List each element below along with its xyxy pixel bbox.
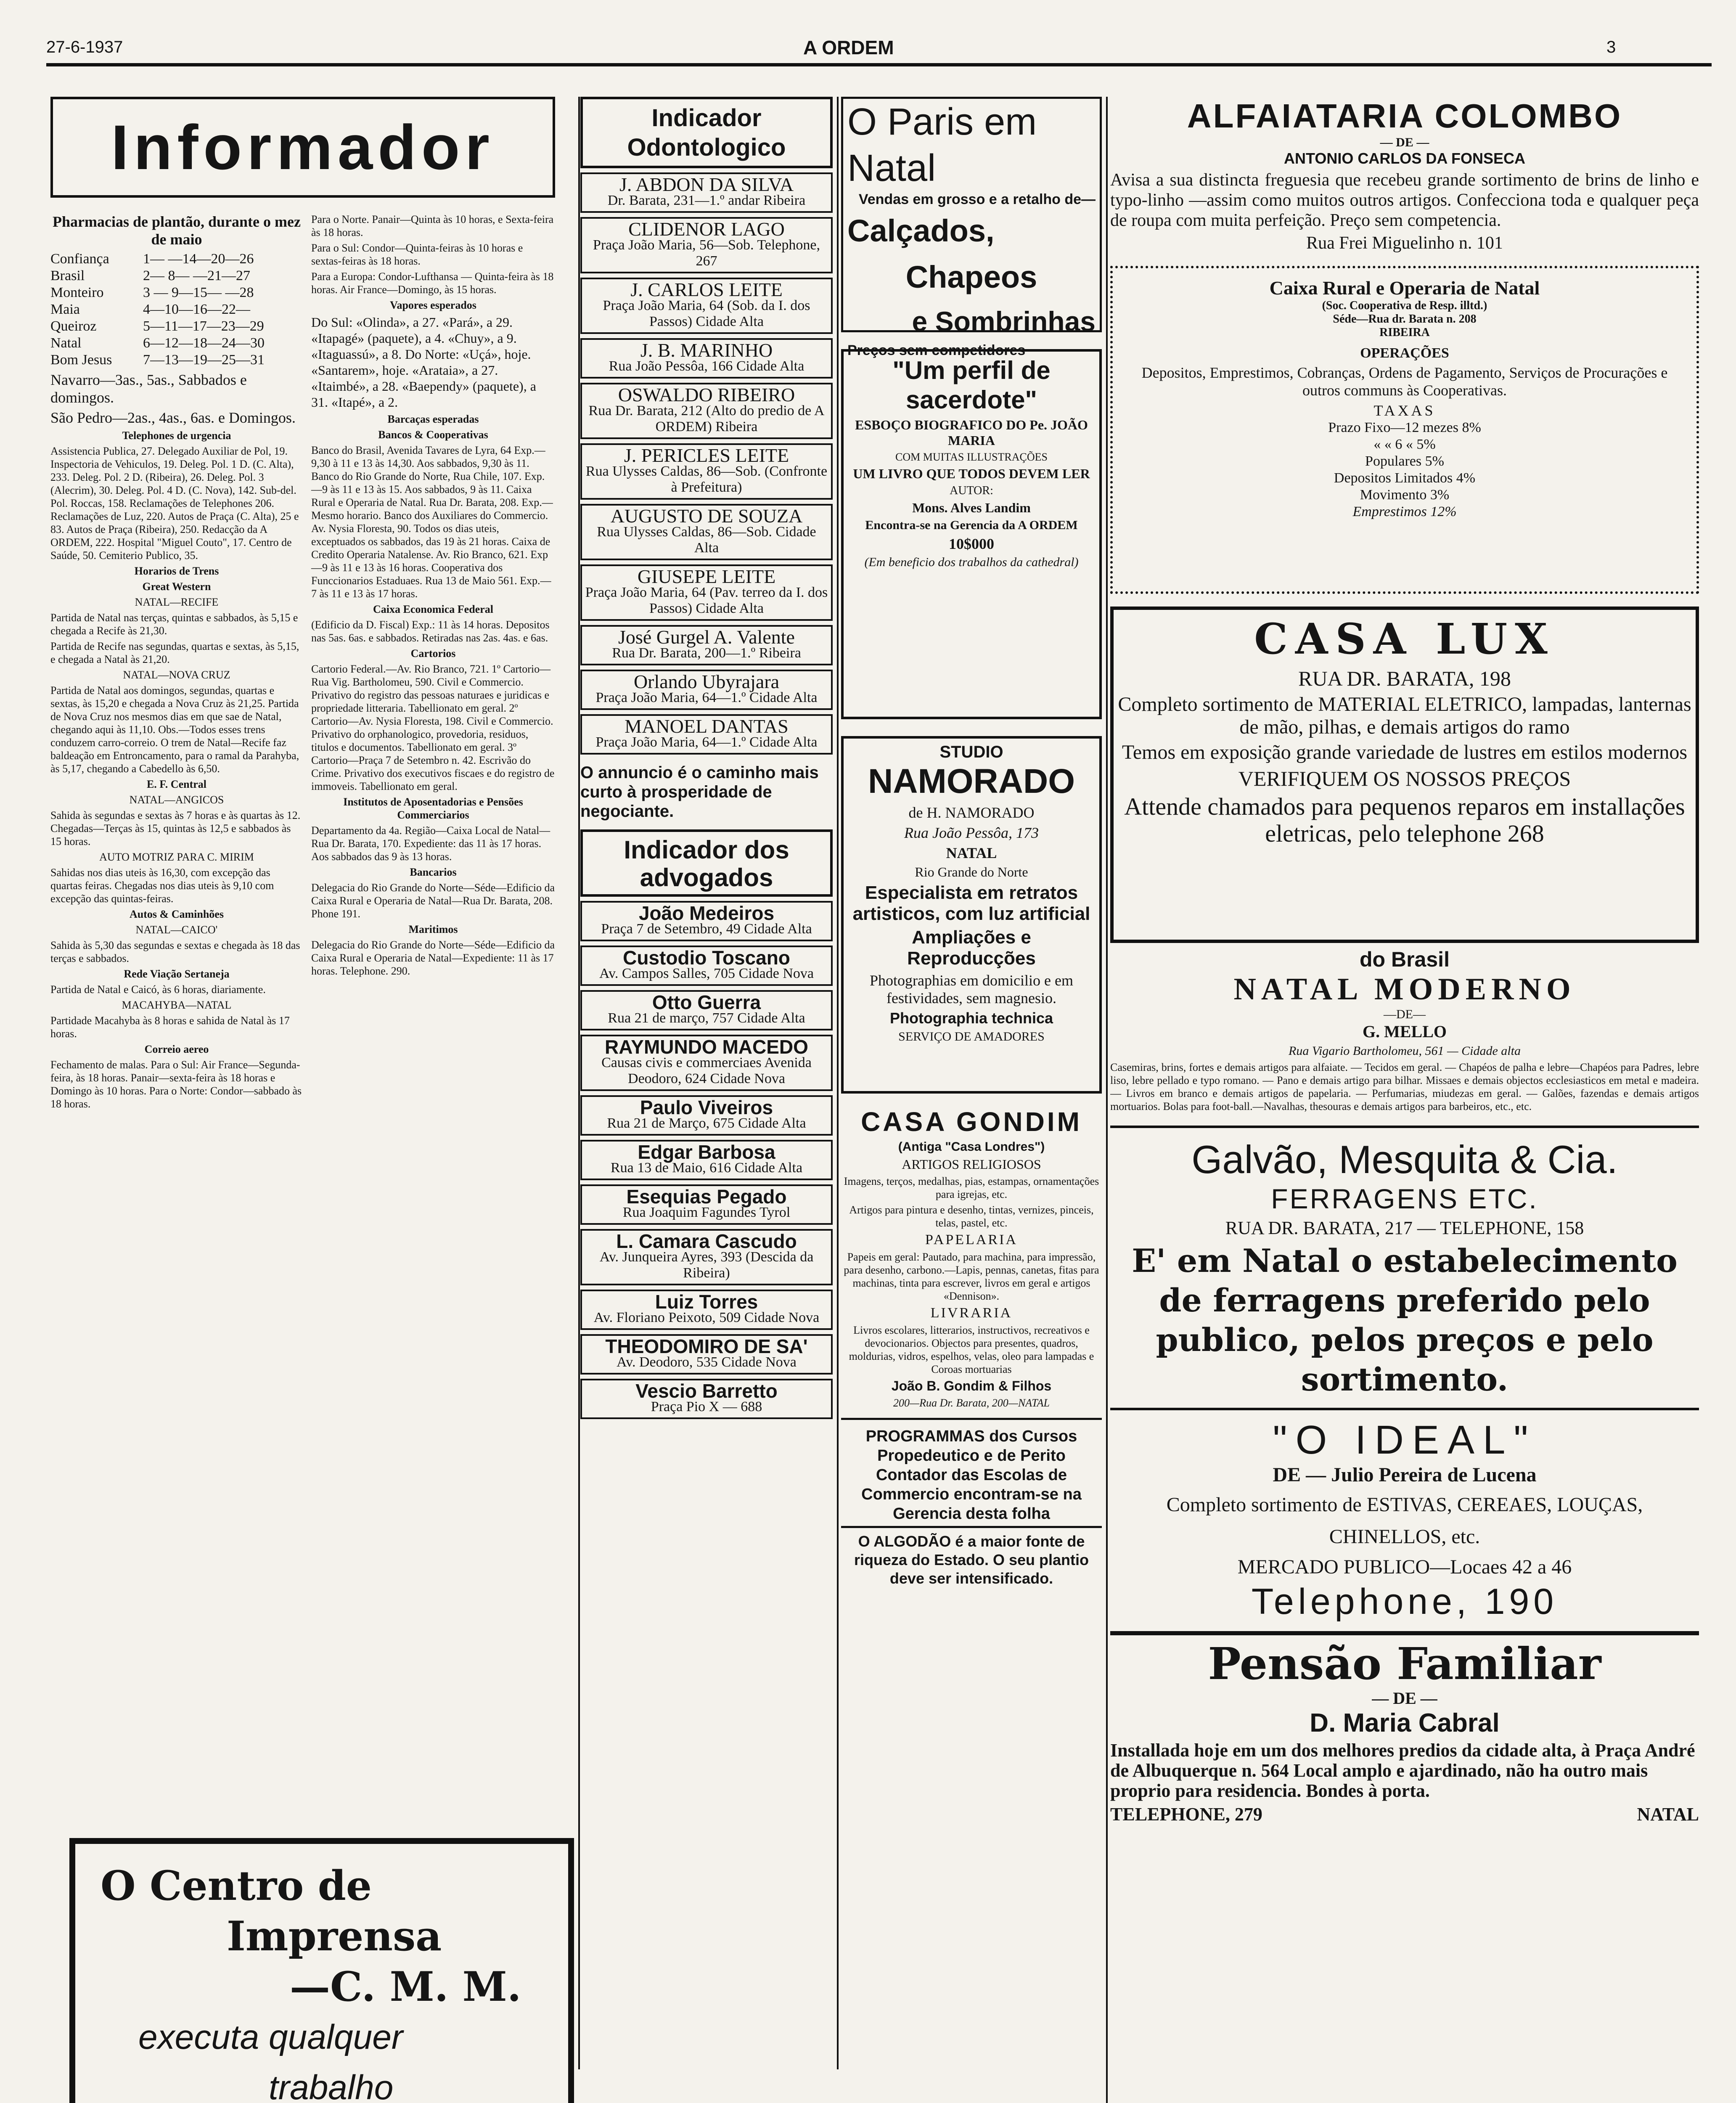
studio-photo: Photographias em domicilio e em festividades, sem magnesio. bbox=[870, 972, 1073, 1006]
dentist-entry: OSWALDO RIBEIRO Rua Dr. Barata, 212 (Alto do predio de A ORDEM) Ribeira bbox=[580, 383, 833, 439]
informador-left bbox=[50, 210, 303, 1113]
galvao-ad bbox=[1110, 1126, 1699, 1399]
natal-caico: NATAL—CAICO' bbox=[135, 924, 218, 936]
alfaiataria-owner: ANTONIO CARLOS DA FONSECA bbox=[1283, 150, 1525, 167]
casa-lux-text-4: Attende chamados para pequenos reparos em installações eletricas, pelo telephone 268 bbox=[1124, 793, 1685, 847]
dentist-entry: AUGUSTO DE SOUZA Rua Ulysses Caldas, 86—Sob. Cidade Alta bbox=[580, 504, 833, 560]
rate-row: Depositos Limitados 4% bbox=[1334, 470, 1476, 486]
perfil-beneficio: (Em beneficio dos trabalhos da cathedral) bbox=[864, 555, 1079, 569]
odonto-title: Indicador Odontologico bbox=[627, 104, 786, 161]
maritimos-text: Delegacia do Rio Grande do Norte—Séde—Edificio da Caixa Rural e Operaria de Natal—Expediente: 11 às 17 horas. Telephone. 290. bbox=[311, 939, 555, 977]
natal-moderno-de: —DE— bbox=[1384, 1007, 1426, 1021]
informador-right bbox=[311, 210, 555, 1113]
caixa-head: Caixa Economica Federal bbox=[373, 603, 493, 615]
casa-lux-title: CASA LUX bbox=[1254, 614, 1555, 664]
great-western: Great Western bbox=[142, 580, 211, 593]
studio-owner: de H. NAMORADO bbox=[908, 804, 1035, 821]
alfaiataria-text: Avisa a sua distincta freguesia que recebeu grande sortimento de brins de linho e typo-linho —assim como muitos outros artigos. Confecciona toda e qualquer peça de roupa com muita perfeição. Preço sem competencia. bbox=[1110, 170, 1699, 230]
dentist-entry: J. CARLOS LEITE Praça João Maria, 64 (Sob. da I. dos Passos) Cidade Alta bbox=[580, 278, 833, 334]
efc-head: E. F. Central bbox=[146, 778, 207, 790]
perfil-autor-label: AUTOR: bbox=[950, 484, 993, 497]
lawyer-entry: Luiz Torres Av. Floriano Peixoto, 509 Cidade Nova bbox=[580, 1290, 833, 1330]
programmas-ad bbox=[841, 1418, 1102, 1588]
alfaiataria-addr: Rua Frei Miguelinho n. 101 bbox=[1306, 233, 1503, 253]
paris-title: O Paris em Natal bbox=[847, 101, 1037, 189]
autos-head: Autos & Caminhões bbox=[130, 908, 224, 920]
informador-title-box bbox=[50, 97, 555, 198]
pensao-title: Pensão Familiar bbox=[1208, 1638, 1601, 1690]
lawyer-entry: Edgar Barbosa Rua 13 de Maio, 616 Cidade Alta bbox=[580, 1140, 833, 1180]
nc-text: Sahida às 5,30 das segundas e sextas e chegada às 18 das terças e sabbados. bbox=[50, 939, 300, 964]
paris-precos: Preços sem competidores bbox=[847, 342, 1026, 358]
annuncio-slogan: O annuncio é o caminho mais curto à prosperidade de negociante. bbox=[580, 763, 819, 821]
dentist-entry: J. B. MARINHO Rua João Pessôa, 166 Cidade Alta bbox=[580, 338, 833, 379]
paris-ad bbox=[841, 97, 1102, 358]
dentist-entry: GIUSEPE LEITE Praça João Maria, 64 (Pav. terreo da I. dos Passos) Cidade Alta bbox=[580, 564, 833, 621]
pharm-row: Monteiro 3 — 9—15— —28 bbox=[50, 285, 254, 300]
pharm-note: Navarro—3as., 5as., Sabbados e domingos. bbox=[50, 371, 247, 406]
informador-column bbox=[50, 97, 576, 1813]
pharm-row: Bom Jesus 7—13—19—25—31 bbox=[50, 352, 265, 368]
caixa-rural-ad bbox=[1110, 266, 1699, 594]
advogados-title: Indicador dos advogados bbox=[624, 836, 789, 892]
studio-label: STUDIO bbox=[939, 743, 1003, 761]
casa-lux-text-1: Completo sortimento de MATERIAL ELETRICO, lampadas, lanternas de mão, pilhas, e demais artigos do ramo bbox=[1118, 693, 1691, 738]
pharm-row: Queiroz 5—11—17—23—29 bbox=[50, 318, 264, 334]
casa-lux-text-2: Temos em exposição grande variedade de lustres em estilos modernos bbox=[1122, 741, 1688, 763]
column-rule bbox=[578, 97, 580, 2069]
perfil-sub: ESBOÇO BIOGRAFICO DO Pe. JOÃO MARIA bbox=[855, 417, 1088, 448]
gondim-owner: João B. Gondim & Filhos bbox=[891, 1378, 1052, 1393]
ideal-tel: Telephone, 190 bbox=[1251, 1581, 1558, 1622]
gondim-text-3: Papeis em geral: Pautado, para machina, para impressão, para desenho, carbono.—Lapis, pennas, canetas, fitas para machinas, tinta para escrever, livros em geral e artigos «Dennison». bbox=[844, 1251, 1099, 1302]
galvao-title: Galvão, Mesquita & Cia. bbox=[1191, 1137, 1618, 1181]
caixa-rural-ops-text: Depositos, Emprestimos, Cobranças, Ordens de Pagamento, Serviços de Procurações e outros communs às Cooperativas. bbox=[1141, 364, 1668, 399]
perfil-autor: Mons. Alves Landim bbox=[912, 500, 1031, 515]
rede-text: Partida de Natal e Caicó, às 6 horas, diariamente. bbox=[50, 983, 266, 996]
macahyba: MACAHYBA—NATAL bbox=[122, 999, 232, 1011]
lawyer-entry: Esequias Pegado Rua Joaquim Fagundes Tyrol bbox=[580, 1184, 833, 1225]
bancarios-head: Bancarios bbox=[410, 866, 457, 878]
centro-line-1: O Centro de bbox=[101, 1862, 372, 1910]
rate-row: Emprestimos 12% bbox=[1352, 504, 1457, 519]
nr-text-1: Partida de Natal nas terças, quintas e sabbados, às 5,15 e chegada a Recife às 21,30. bbox=[50, 612, 298, 637]
ads-column bbox=[1110, 97, 1699, 2103]
caixa-rural-sub: (Soc. Cooperativa de Resp. illtd.) bbox=[1322, 299, 1487, 312]
norte-text: Para o Norte. Panair—Quinta às 10 horas, e Sexta-feira às 18 horas. bbox=[311, 213, 554, 238]
gondim-text-2: Artigos para pintura e desenho, tintas, vernizes, pinceis, telas, pastel, etc. bbox=[849, 1204, 1094, 1229]
dentist-entry: J. ABDON DA SILVA Dr. Barata, 231—1.º andar Ribeira bbox=[580, 172, 833, 213]
pensao-owner: D. Maria Cabral bbox=[1310, 1708, 1500, 1737]
casa-lux-ad bbox=[1110, 607, 1699, 943]
pensao-ad bbox=[1110, 1631, 1699, 1825]
paris-line-3: e Sombrinhas bbox=[912, 306, 1096, 337]
perfil-gerencia: Encontra-se na Gerencia da A ORDEM bbox=[865, 518, 1078, 532]
nr-text-2: Partida de Recife nas segundas, quartas e sextas, às 5,15, e chegada a Natal às 21,20. bbox=[50, 640, 299, 665]
lawyer-entry: Paulo Viveiros Rua 21 de Março, 675 Cidade Alta bbox=[580, 1095, 833, 1136]
ideal-title: "O IDEAL" bbox=[1273, 1417, 1537, 1462]
caixa-rural-sede: Séde—Rua dr. Barata n. 208 bbox=[1333, 313, 1477, 326]
informador-title: Informador bbox=[111, 111, 495, 183]
dentist-entry: José Gurgel A. Valente Rua Dr. Barata, 200—1.º Ribeira bbox=[580, 625, 833, 665]
pensao-tel: TELEPHONE, 279 bbox=[1110, 1804, 1262, 1825]
pharm-note-2: São Pedro—2as., 4as., 6as. e Domingos. bbox=[50, 409, 296, 426]
rate-row: « « 6 « 5% bbox=[1373, 437, 1436, 452]
urgent-text: Assistencia Publica, 27. Delegado Auxiliar de Pol, 19. Inspectoria de Vehiculos, 19. Deleg. Pol. 1 D. (C. Alta), 233. Deleg. Pol. 2 D. (Ribeira), 26. Deleg. Pol. 3 (Alecrim), 30. Deleg. Pol. 4 D. (C. Nova), 142. Sub-del. Pol. Roccas, 158. Reclamações de Telephones 206. Reclamações de Luz, 220. Autos de Praça (C. Alta), 25 e 83. Autos de Praça (Ribeira), 250. Redacção da A ORDEM, 222. Hospital "Miguel Couto", 17. Centro de Saúde, 50. Cemiterio Publico, 35. bbox=[50, 445, 299, 562]
pensao-footer bbox=[1110, 1804, 1699, 1825]
ideal-owner: DE — Julio Pereira de Lucena bbox=[1273, 1464, 1537, 1486]
gondim-sub: (Antiga "Casa Londres") bbox=[898, 1140, 1045, 1154]
dentist-entry: Orlando Ubyrajara Praça João Maria, 64—1.º Cidade Alta bbox=[580, 670, 833, 710]
vapores-text: Do Sul: «Olinda», a 27. «Pará», a 29. «Itapagé» (paquete), a 4. «Chuy», a 9. «Itaguassú», a 8. Do Norte: «Uçá», hoje. «Santarem», hoje. «Arataia», a 27. «Itaimbé», a 28. «Baependy» (paquete), a 31. «Itapé», a 2. bbox=[311, 315, 536, 410]
page-mark: 3 bbox=[1606, 38, 1616, 56]
cartorios-text: Cartorio Federal.—Av. Rio Branco, 721. 1º Cartorio—Rua Vig. Bartholomeu, 590. Civil e Commercio. Privativo do registro das pessoas naturaes e juridicas e propriedade litteraria. Tabellionato em geral. 2º Cartorio—Av. Nysia Floresta, 198. Civil e Commercio. Privativo do orphanologico, provedoria, residuos, titulos e documentos. Tabellionato em geral. 3º Cartorio—Praça 7 de Setembro n. 42. Escrivão do Crime. Privativo dos executivos fiscaes e do registro de immoveis. Tabellionato em geral. bbox=[311, 663, 555, 792]
galvao-text: E' em Natal o estabelecimento de ferragens preferido pelo publico, pelos preços e pelo sortimento. bbox=[1132, 1242, 1678, 1398]
natal-moderno-addr: Rua Vigario Bartholomeu, 561 — Cidade alta bbox=[1289, 1044, 1521, 1058]
lawyer-entry: L. Camara Cascudo Av. Junqueira Ayres, 393 (Descida da Ribeira) bbox=[580, 1229, 833, 1285]
natal-moderno-text: Casemiras, brins, fortes e demais artigos para alfaiate. — Tecidos em geral. — Chapéos de palha e lebre—Chapéos para Padres, lebre liso, lebre pellado e typo romano. — Pano e demais artigo para bilhar. Missaes e demais objectos ecclesiasticos em metal e madeira. — Livros em branco e demais artigos de papelaria. — Perfumarias, miudezas em geral. — Galões, fazendas e demais artigos mortuarios. Bolas para foot-ball.—Navalhas, thesouras e demais artigos para barbeiros, etc., etc. bbox=[1110, 1061, 1699, 1112]
paris-line-1: Calçados, bbox=[847, 213, 995, 248]
studio-tech: Photographia technica bbox=[889, 1009, 1053, 1027]
gondim-pap: PAPELARIA bbox=[925, 1232, 1018, 1247]
newspaper-name: A ORDEM bbox=[803, 37, 894, 58]
ideal-addr: MERCADO PUBLICO—Locaes 42 a 46 bbox=[1237, 1556, 1572, 1578]
column-rule bbox=[837, 97, 839, 2069]
pensao-text: Installada hoje em um dos melhores predios da cidade alta, à Praça André de Albuquerque n. 564 Local amplo e ajardinado, não ha outro mais proprio para residencia. Bondes à porta. bbox=[1110, 1740, 1695, 1801]
caixa-rural-taxas: TAXAS bbox=[1373, 402, 1436, 419]
bancos-head: Bancos & Cooperativas bbox=[378, 429, 488, 441]
pensao-city: NATAL bbox=[1637, 1804, 1699, 1825]
studio-amad: SERVIÇO DE AMADORES bbox=[898, 1030, 1045, 1044]
pharm-row: Brasil 2— 8— —21—27 bbox=[50, 268, 250, 283]
correio-text: Fechamento de malas. Para o Sul: Air France—Segunda-feira, às 18 horas. Panair—sexta-feira às 18 horas e Domingo às 10 horas. Para o Norte: Condor—sabbado às 18 horas. bbox=[50, 1059, 302, 1110]
studio-spec: Especialista em retratos artisticos, com luz artificial bbox=[852, 882, 1090, 924]
rede-head: Rede Viação Sertaneja bbox=[124, 968, 230, 980]
gondim-liv: LIVRARIA bbox=[930, 1305, 1013, 1321]
gondim-addr: 200—Rua Dr. Barata, 200—NATAL bbox=[893, 1397, 1050, 1409]
mac-text: Partidade Macahyba às 8 horas e sahida de Natal às 17 horas. bbox=[50, 1014, 290, 1040]
perfil-ilus: COM MUITAS ILLUSTRAÇÕES bbox=[895, 451, 1048, 463]
train-head: Horarios de Trens bbox=[134, 565, 219, 577]
caixa-text: (Edificio da D. Fiscal) Exp.: 11 às 14 horas. Depositos nas 5as. 6as. e sabbados. Retiradas nas 2as. 4as. e 6as. bbox=[311, 619, 550, 644]
casa-lux-text-3: VERIFIQUEM OS NOSSOS PREÇOS bbox=[1238, 767, 1571, 790]
odonto-column bbox=[580, 97, 833, 2074]
caixa-rural-ops: OPERAÇÕES bbox=[1360, 345, 1449, 361]
lawyer-entry: Custodio Toscano Av. Campos Salles, 705 Cidade Nova bbox=[580, 946, 833, 986]
advogados-title-box bbox=[580, 829, 833, 897]
sul-text: Para o Sul: Condor—Quinta-feiras às 10 horas e sextas-feiras às 18 horas. bbox=[311, 242, 523, 267]
pensao-de: — DE — bbox=[1372, 1689, 1437, 1708]
lawyer-entry: RAYMUNDO MACEDO Causas civis e commerciaes Avenida Deodoro, 624 Cidade Nova bbox=[580, 1035, 833, 1091]
centro-line-5: trabalho bbox=[269, 2069, 394, 2103]
gondim-ad bbox=[841, 1106, 1102, 1409]
lawyer-entry: Otto Guerra Rua 21 de março, 757 Cidade Alta bbox=[580, 990, 833, 1030]
bancos-text: Banco do Brasil, Avenida Tavares de Lyra, 64 Exp.—9,30 à 11 e 13 às 14,30. Aos sabbados, 9,30 às 11. Banco do Rio Grande do Norte, Rua Chile, 107. Exp.—9 às 11 e 13 às 15. Aos sabbados, 9 às 11. Caixa Rural e Operaria de Natal. Rua Dr. Barata, 208. Exp.—Mesmo horario. Banco dos Auxiliares do Commercio. Av. Nysia Floresta, 90. Todos os dias uteis, exceptuados os sabbados, das 19 às 21 horas. Caixa de Credito Operaria Natalense. Av. Rio Branco, 621. Exp—9 às 11 e 13 às 16 horas. Cooperativa dos Funccionarios Estaduaes. Rua 13 de Maio 561. Exp.—7 às 11 e 13 às 17 horas. bbox=[311, 444, 553, 600]
studio-ampl: Ampliações e Reproducções bbox=[907, 927, 1036, 969]
gondim-art: ARTIGOS RELIGIOSOS bbox=[902, 1157, 1041, 1172]
galvao-addr: RUA DR. BARATA, 217 — TELEPHONE, 158 bbox=[1225, 1218, 1584, 1238]
pharm-row: Maia 4—10—16—22— bbox=[50, 302, 250, 317]
maritimos-head: Maritimos bbox=[408, 923, 458, 935]
centro-line-3: —C. M. M. bbox=[290, 1963, 521, 2010]
algodao-text: O ALGODÃO é a maior fonte de riqueza do Estado. O seu plantio deve ser intensificado. bbox=[841, 1526, 1102, 1588]
natal-nova-cruz: NATAL—NOVA CRUZ bbox=[123, 669, 230, 681]
paris-vendas: Vendas em grosso e a retalho de— bbox=[858, 191, 1096, 207]
centro-line-2: Imprensa bbox=[227, 1912, 442, 1960]
cartorios-head: Cartorios bbox=[410, 647, 456, 660]
lawyer-entry: THEODOMIRO DE SA' Av. Deodoro, 535 Cidade Nova bbox=[580, 1334, 833, 1375]
natal-moderno-ad bbox=[1110, 947, 1699, 1113]
am-text: Sahidas nos dias uteis às 16,30, com excepção das quartas feiras. Chegadas nos dias uteis às 9,10 com excepção das quintas-feiras. bbox=[50, 866, 274, 905]
natal-recife: NATAL—RECIFE bbox=[135, 596, 219, 608]
na-text: Sahida às segundas e sextas às 7 horas e às quartas às 12. Chegadas—Terças às 15, quintas às 12,5 e sabbados às 15 horas. bbox=[50, 809, 301, 848]
studio-addr: Rua João Pessôa, 173 bbox=[904, 824, 1039, 841]
casa-lux-addr: RUA DR. BARATA, 198 bbox=[1298, 667, 1511, 690]
natal-angicos: NATAL—ANGICOS bbox=[129, 794, 224, 806]
rate-row: Movimento 3% bbox=[1360, 487, 1450, 503]
alfaiataria-de: — DE — bbox=[1380, 135, 1429, 149]
perfil-livro: UM LIVRO QUE TODOS DEVEM LER bbox=[853, 466, 1090, 481]
lawyer-entry: Vescio Barretto Praça Pio X — 688 bbox=[580, 1379, 833, 1419]
pharm-row: Confiança 1— —14—20—26 bbox=[50, 251, 254, 267]
bancarios-text: Delegacia do Rio Grande do Norte—Séde—Edificio da Caixa Rural e Operaria de Natal—Rua Dr. Barata, 208. Phone 191. bbox=[311, 882, 555, 920]
studio-name: NAMORADO bbox=[868, 762, 1075, 800]
vapores-head: Vapores esperados bbox=[390, 299, 476, 311]
alfaiataria-ad bbox=[1110, 97, 1699, 253]
header-rule bbox=[46, 63, 1712, 66]
centro-imprensa-ad bbox=[69, 1838, 574, 2103]
rate-row: Prazo Fixo—12 mezes 8% bbox=[1328, 420, 1481, 435]
lawyer-entry: João Medeiros Praça 7 de Setembro, 49 Cidade Alta bbox=[580, 901, 833, 941]
correio-head: Correio aereo bbox=[144, 1043, 209, 1055]
urgent-head: Telephones de urgencia bbox=[122, 429, 231, 442]
issue-date: 27-6-1937 bbox=[46, 38, 123, 56]
centro-line-4: executa qualquer bbox=[138, 2018, 403, 2056]
auto-motriz: AUTO MOTRIZ PARA C. MIRIM bbox=[99, 851, 254, 863]
natal-moderno-owner: G. MELLO bbox=[1362, 1022, 1447, 1041]
alfaiataria-title: ALFAIATARIA COLOMBO bbox=[1187, 97, 1622, 135]
instituto-head: Institutos de Aposentadorias e Pensões Commerciarios bbox=[343, 796, 523, 821]
natal-moderno-top: do Brasil bbox=[1360, 948, 1450, 971]
dentist-entry: CLIDENOR LAGO Praça João Maria, 56—Sob. Telephone, 267 bbox=[580, 217, 833, 273]
instituto-text: Departamento da 4a. Região—Caixa Local de Natal—Rua Dr. Barata, 170. Expediente: das 11 às 17 horas. Aos sabbados das 9 às 13 horas. bbox=[311, 824, 550, 863]
dentist-entry: MANOEL DANTAS Praça João Maria, 64—1.º Cidade Alta bbox=[580, 714, 833, 755]
caixa-rural-rib: RIBEIRA bbox=[1379, 326, 1430, 339]
dentist-entry: J. PERICLES LEITE Rua Ulysses Caldas, 86—Sob. (Confronte à Prefeitura) bbox=[580, 443, 833, 500]
barcacas-head: Barcaças esperadas bbox=[387, 413, 479, 425]
page-header bbox=[46, 29, 1712, 59]
gondim-text-1: Imagens, terços, medalhas, pias, estampas, ornamentações para igrejas, etc. bbox=[844, 1175, 1099, 1200]
studio-city: NATAL bbox=[946, 845, 997, 861]
perfil-preco: 10$000 bbox=[949, 535, 994, 552]
perfil-ad bbox=[841, 349, 1102, 719]
nnc-text: Partida de Natal aos domingos, segundas, quartas e sextas, às 15,20 e chegada a Nova Cruz às 21,25. Partida de Nova Cruz nos mesmos dias em que sae de Natal, chegando aqui às 11,10. Obs.—Todos esses trens conduzem carro-correio. O trem de Natal—Recife faz baldeação em Entroncamento, para o ramal da Parahyba, às 5,17, chegando a Cabedello às 6,50. bbox=[50, 684, 299, 775]
studio-state: Rio Grande do Norte bbox=[915, 864, 1028, 879]
pharm-head: Pharmacias de plantão, durante o mez de maio bbox=[53, 213, 301, 248]
europa-text: Para a Europa: Condor-Lufthansa — Quinta-feira às 18 horas. Air France—Domingo, às 15 horas. bbox=[311, 270, 554, 296]
paris-column bbox=[841, 97, 1102, 2074]
gondim-title: CASA GONDIM bbox=[861, 1107, 1082, 1137]
programmas-text: PROGRAMMAS dos Cursos Propedeutico e de Perito Contador das Escolas de Commercio encontram-se na Gerencia desta folha bbox=[861, 1428, 1082, 1523]
pharm-table bbox=[50, 251, 303, 368]
odonto-title-box bbox=[580, 97, 833, 168]
galvao-sub: FERRAGENS ETC. bbox=[1271, 1183, 1538, 1214]
rate-row: Populares 5% bbox=[1365, 453, 1444, 469]
natal-moderno-title: NATAL MODERNO bbox=[1233, 972, 1576, 1006]
paris-line-2: Chapeos bbox=[905, 260, 1037, 294]
column-rule bbox=[1106, 97, 1108, 2103]
pharm-row: Natal 6—12—18—24—30 bbox=[50, 335, 265, 351]
ideal-ad bbox=[1110, 1408, 1699, 1623]
gondim-text-4: Livros escolares, litterarios, instructivos, recreativos e devocionarios. Objectos para presentes, quadros, moldurias, vidros, espelhos, velas, oleo para lampadas e Coroas mortuarias bbox=[849, 1324, 1094, 1375]
caixa-rural-title: Caixa Rural e Operaria de Natal bbox=[1269, 277, 1540, 299]
ideal-text: Completo sortimento de ESTIVAS, CEREAES, LOUÇAS, CHINELLOS, etc. bbox=[1166, 1494, 1643, 1548]
perfil-title: "Um perfil de sacerdote" bbox=[892, 356, 1051, 414]
studio-ad bbox=[841, 736, 1102, 1094]
